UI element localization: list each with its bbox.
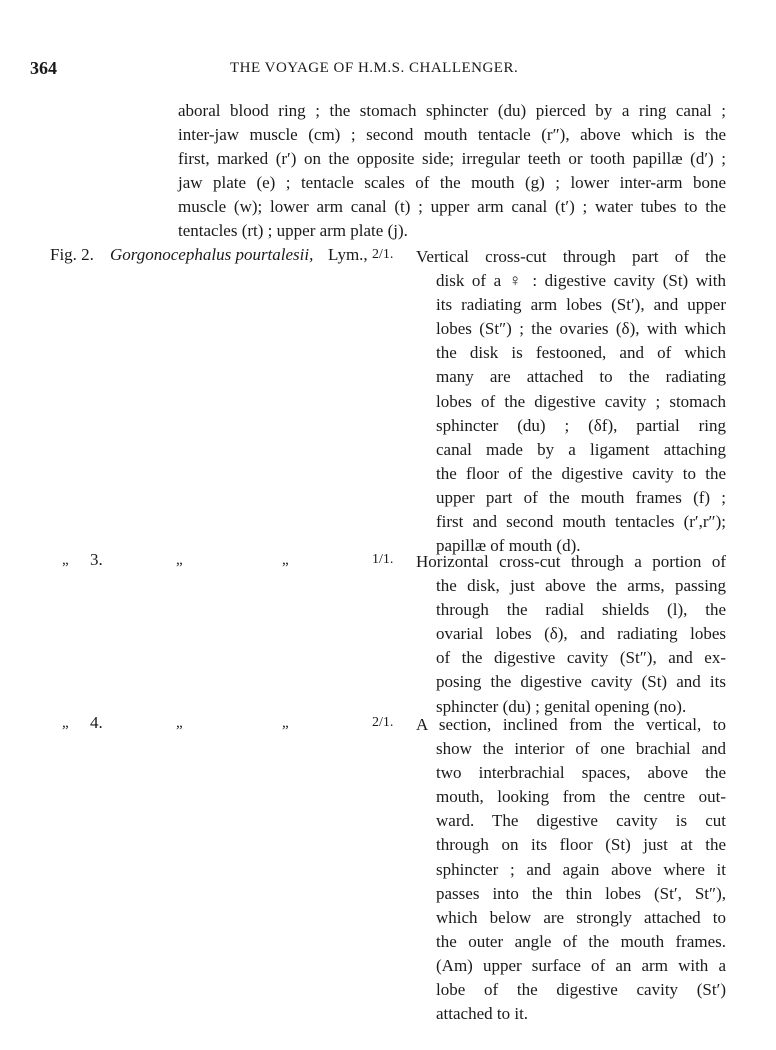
text-line: which below are strongly attached to: [436, 907, 726, 927]
ditto-mark: „: [176, 715, 183, 731]
text-line: ovarial lobes (δ), and radiating lobes: [436, 624, 726, 644]
species-name: Gorgonocephalus pourtalesii,: [110, 245, 314, 264]
text-line: tentacles (rt) ; upper arm plate (j).: [178, 221, 408, 240]
text-line: inter-jaw muscle (cm) ; second mouth tentacle (r″), above which is the: [178, 125, 726, 144]
text-line: Horizontal cross-cut through a portion of: [416, 552, 726, 571]
text-line: A section, inclined from the vertical, to: [416, 715, 726, 734]
text-line: (Am) upper surface of an arm with a: [436, 955, 726, 975]
text-line: first and second mouth tentacles (r′,r″);: [436, 512, 726, 532]
text-line: lobes of the digestive cavity ; stomach: [436, 391, 726, 411]
text-line: upper part of the mouth frames (f) ;: [436, 487, 726, 507]
text-line: of the digestive cavity (St″), and ex-: [436, 648, 726, 668]
text-line: the disk is festooned, and of which: [436, 343, 726, 363]
magnification: 2/1.: [372, 247, 394, 262]
text-line: through the radial shields (l), the: [436, 600, 726, 620]
figure-number: 3.: [90, 550, 103, 569]
text-line: first, marked (r′) on the opposite side; irregular teeth or tooth papillæ (d′) ;: [178, 149, 726, 168]
figure-description: [416, 550, 726, 719]
ditto-mark: „: [62, 552, 69, 568]
text-line: sphincter (du) ; genital opening (no).: [436, 696, 687, 716]
text-line: the disk, just above the arms, passing: [436, 576, 726, 596]
magnification: 1/1.: [372, 552, 394, 567]
text-line: canal made by a ligament attaching: [436, 439, 726, 459]
text-line: two interbrachial spaces, above the: [436, 763, 726, 783]
text-line: sphincter ; and again above where it: [436, 859, 726, 879]
text-line: muscle (w); lower arm canal (t) ; upper arm canal (t′) ; water tubes to the: [178, 197, 726, 216]
ditto-mark: „: [282, 715, 289, 731]
text-line: papillæ of mouth (d).: [436, 536, 581, 556]
text-line: lobe of the digestive cavity (St′): [436, 980, 726, 1000]
page-header: [30, 58, 746, 82]
text-line: many are attached to the radiating: [436, 367, 726, 387]
intro-paragraph: [178, 99, 726, 243]
text-line: passes into the thin lobes (St′, St″),: [436, 883, 726, 903]
ditto-mark: „: [176, 552, 183, 568]
figure-number: 4.: [90, 713, 103, 732]
text-line: aboral blood ring ; the stomach sphincter (du) pierced by a ring canal ;: [178, 101, 726, 120]
text-line: lobes (St″) ; the ovaries (δ), with which: [436, 319, 726, 339]
text-line: Vertical cross-cut through part of the: [416, 247, 726, 266]
figure-description: [416, 245, 726, 558]
page-number: 364: [30, 58, 57, 78]
magnification: 2/1.: [372, 715, 394, 730]
text-line: attached to it.: [436, 1004, 529, 1024]
text-line: its radiating arm lobes (St′), and upper: [436, 295, 726, 315]
ditto-mark: „: [62, 715, 69, 731]
text-line: the outer angle of the mouth frames.: [436, 931, 726, 951]
text-line: posing the digestive cavity (St) and its: [436, 672, 726, 692]
text-line: ward. The digestive cavity is cut: [436, 811, 726, 831]
figure-label: Fig. 2.: [50, 245, 94, 264]
species-author: Lym.,: [328, 245, 368, 264]
text-line: disk of a ♀ : digestive cavity (St) with: [436, 271, 726, 291]
text-line: mouth, looking from the centre out-: [436, 787, 726, 807]
text-line: sphincter (du) ; (δf), partial ring: [436, 415, 726, 435]
running-title: THE VOYAGE OF H.M.S. CHALLENGER.: [230, 60, 519, 76]
text-line: jaw plate (e) ; tentacle scales of the mouth (g) ; lower inter-arm bone: [178, 173, 726, 192]
text-line: through on its floor (St) just at the: [436, 835, 726, 855]
text-line: the floor of the digestive cavity to the: [436, 463, 726, 483]
ditto-mark: „: [282, 552, 289, 568]
figure-description: [416, 713, 726, 1026]
text-line: show the interior of one brachial and: [436, 739, 726, 759]
